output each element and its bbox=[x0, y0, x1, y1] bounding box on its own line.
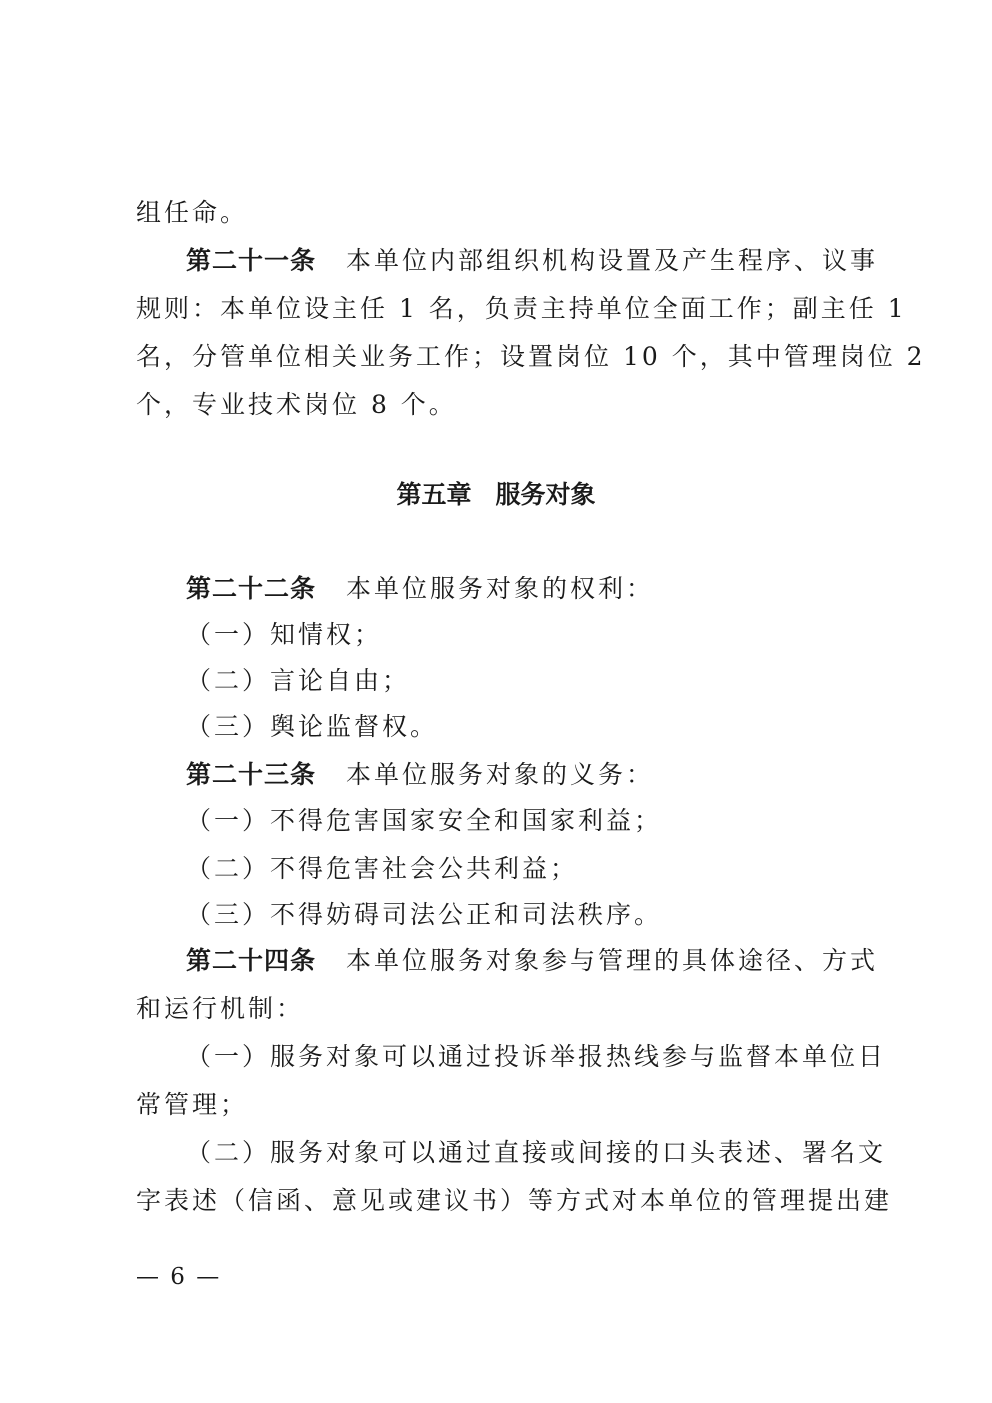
article-21-label: 第二十一条 bbox=[186, 246, 317, 275]
article-24-label: 第二十四条 bbox=[186, 946, 317, 975]
article-21-text: 本单位内部组织机构设置及产生程序、议事 bbox=[346, 246, 879, 275]
article-24-text: 本单位服务对象参与管理的具体途径、方式 bbox=[346, 946, 879, 975]
article-21-line bbox=[186, 244, 879, 278]
list-item: （三）不得妨碍司法公正和司法秩序。 bbox=[186, 900, 663, 929]
list-item: （二）不得危害社会公共利益； bbox=[186, 854, 579, 883]
article-24-line bbox=[186, 944, 879, 978]
list-item: （一）知情权； bbox=[186, 620, 383, 649]
paragraph-line: （二）服务对象可以通过直接或间接的口头表述、署名文 bbox=[186, 1138, 887, 1167]
article-23-label: 第二十三条 bbox=[186, 760, 317, 789]
list-item: （三）舆论监督权。 bbox=[186, 712, 439, 741]
page-number: — 6 — bbox=[136, 1264, 222, 1290]
paragraph-line: 常管理； bbox=[136, 1090, 249, 1119]
list-item: （二）言论自由； bbox=[186, 666, 411, 695]
article-22-line bbox=[186, 572, 858, 606]
chapter-title: 服务对象 bbox=[495, 480, 596, 509]
paragraph-line: 和运行机制： bbox=[136, 994, 305, 1023]
paragraph-line: 个，专业技术岗位 8 个。 bbox=[136, 390, 457, 419]
article-23-line bbox=[186, 758, 858, 792]
chapter-number: 第五章 bbox=[396, 480, 472, 509]
paragraph-line: 规则：本单位设主任 1 名，负责主持单位全面工作；副主任 1 bbox=[136, 294, 907, 323]
list-item: （一）不得危害国家安全和国家利益； bbox=[186, 806, 663, 835]
article-22-label: 第二十二条 bbox=[186, 574, 317, 603]
article-22-text: 本单位服务对象的权利： bbox=[346, 574, 655, 603]
article-23-text: 本单位服务对象的义务： bbox=[346, 760, 655, 789]
chapter-heading bbox=[0, 478, 992, 512]
paragraph-line: 名，分管单位相关业务工作；设置岗位 10 个，其中管理岗位 2 bbox=[136, 342, 926, 371]
paragraph-line: 组任命。 bbox=[136, 198, 249, 227]
paragraph-line: （一）服务对象可以通过投诉举报热线参与监督本单位日 bbox=[186, 1042, 887, 1071]
paragraph-line: 字表述（信函、意见或建议书）等方式对本单位的管理提出建 bbox=[136, 1186, 893, 1215]
